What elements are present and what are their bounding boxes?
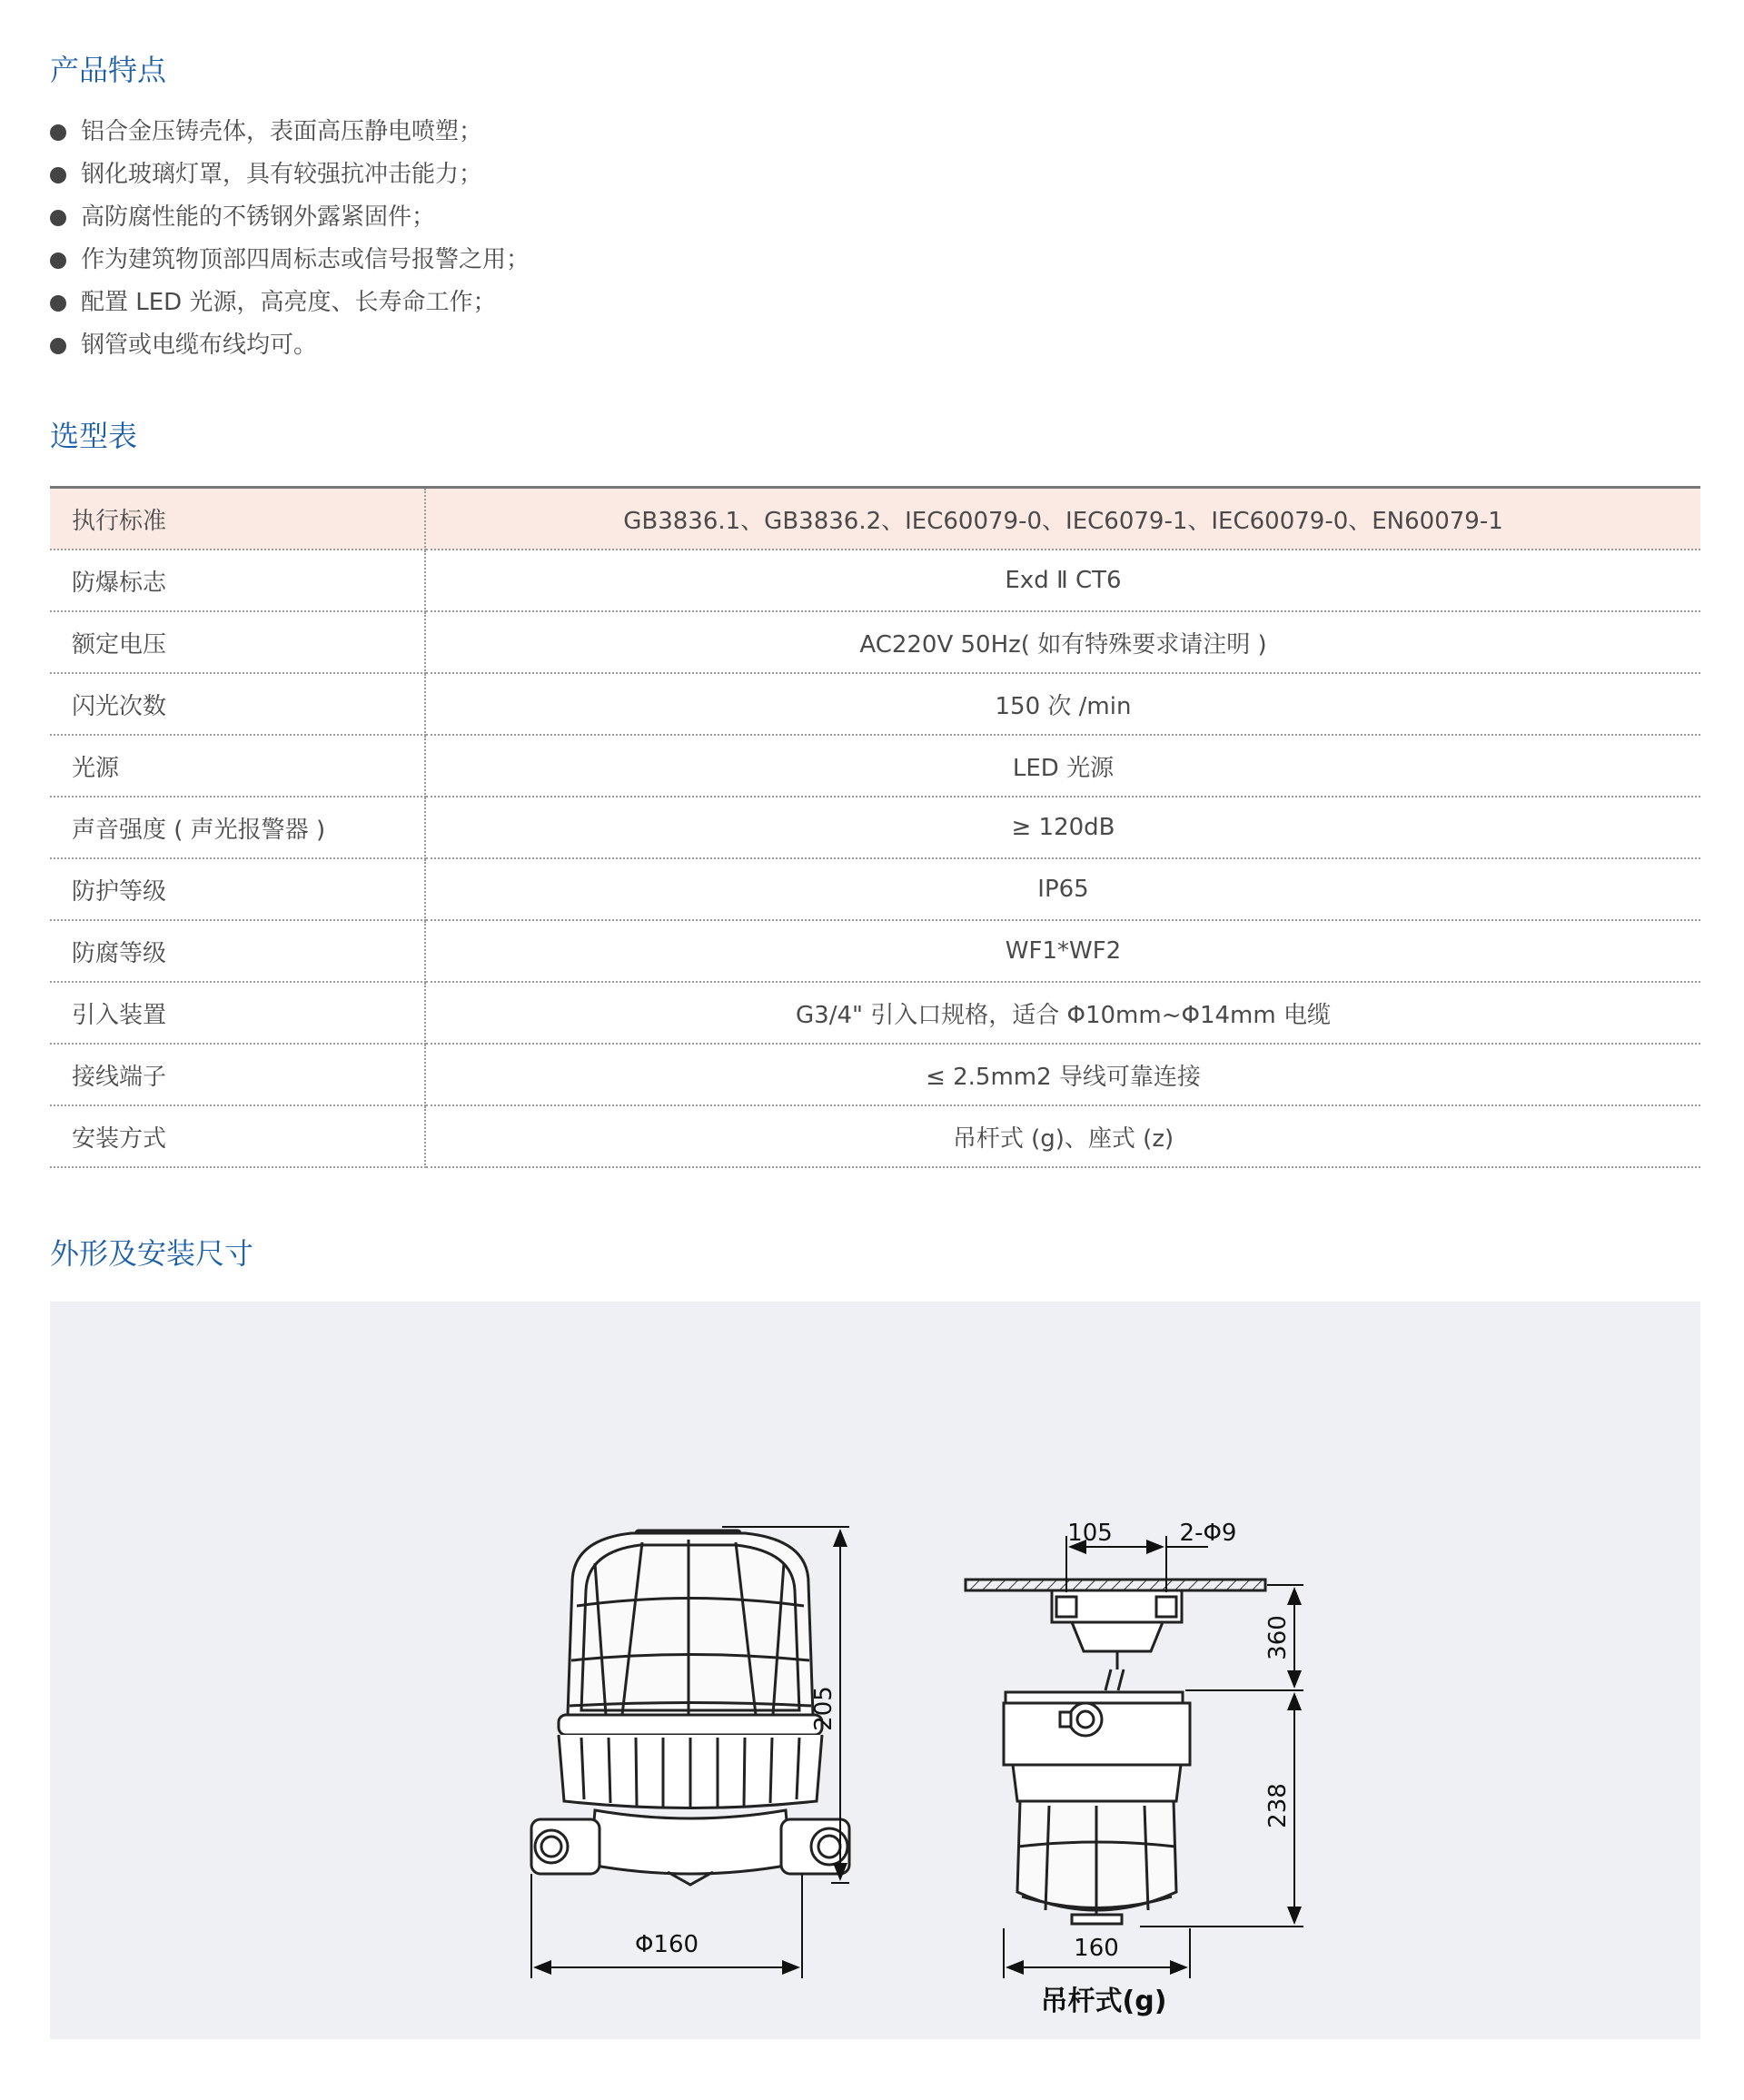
- table-row: [50, 982, 1700, 1044]
- spec-key: 光源: [50, 735, 425, 797]
- table-row: [50, 920, 1700, 982]
- bullet-icon: [50, 124, 66, 141]
- bullet-icon: [50, 210, 66, 226]
- table-row: [50, 611, 1700, 673]
- holes-label: 2-Φ9: [1179, 1520, 1237, 1547]
- table-row: [50, 1105, 1700, 1167]
- spec-value: ≤ 2.5mm2 导线可靠连接: [425, 1044, 1700, 1105]
- feature-text: 钢化玻璃灯罩，具有较强抗冲击能力；: [81, 161, 483, 188]
- spec-value: G3/4" 引入口规格，适合 Φ10mm~Φ14mm 电缆: [425, 982, 1700, 1044]
- list-item: [50, 111, 530, 154]
- spec-key: 接线端子: [50, 1044, 425, 1105]
- features-title: 产品特点: [50, 53, 167, 87]
- table-row: [50, 488, 1700, 550]
- bullet-icon: [50, 167, 66, 183]
- feature-text: 铝合金压铸壳体，表面高压静电喷塑；: [81, 118, 483, 145]
- selection-title: 选型表: [50, 419, 138, 453]
- spec-key: 执行标准: [50, 488, 425, 550]
- table-row: [50, 550, 1700, 611]
- left-width-dimension: [531, 1874, 802, 1978]
- spec-value: GB3836.1、GB3836.2、IEC60079-0、IEC6079-1、IEC60079-0、EN60079-1: [425, 488, 1700, 550]
- spec-value: IP65: [425, 858, 1700, 920]
- spec-key: 引入装置: [50, 982, 425, 1044]
- spec-value: ≥ 120dB: [425, 797, 1700, 858]
- feature-text: 作为建筑物顶部四周标志或信号报警之用；: [81, 246, 530, 273]
- bullet-icon: [50, 253, 66, 269]
- dimensions-title: 外形及安装尺寸: [50, 1236, 254, 1271]
- right-width-label: 160: [1074, 1935, 1119, 1962]
- lamp-front-view: [531, 1530, 849, 1885]
- spec-value: 150 次 /min: [425, 673, 1700, 735]
- spec-key: 防爆标志: [50, 550, 425, 611]
- spec-key: 闪光次数: [50, 673, 425, 735]
- list-item: [50, 196, 530, 239]
- left-height-label: 205: [810, 1686, 837, 1731]
- spec-value: 吊杆式 (g)、座式 (z): [425, 1105, 1700, 1167]
- body-height-label: 238: [1264, 1783, 1292, 1828]
- table-row: [50, 858, 1700, 920]
- dimension-drawing-panel: [50, 1302, 1700, 2039]
- spec-value: LED 光源: [425, 735, 1700, 797]
- table-row: [50, 673, 1700, 735]
- spec-key: 安装方式: [50, 1105, 425, 1167]
- rod-length-label: 360: [1264, 1615, 1292, 1660]
- table-row: [50, 1044, 1700, 1105]
- table-row: [50, 797, 1700, 858]
- spec-value: Exd Ⅱ CT6: [425, 550, 1700, 611]
- feature-list: [50, 111, 530, 367]
- list-item: [50, 282, 530, 324]
- list-item: [50, 239, 530, 282]
- feature-text: 高防腐性能的不锈钢外露紧固件；: [81, 203, 436, 231]
- feature-text: 钢管或电缆布线均可。: [81, 332, 318, 359]
- left-diameter-label: Φ160: [634, 1931, 699, 1958]
- lamp-pendant-view: [966, 1580, 1265, 1924]
- spec-key: 防护等级: [50, 858, 425, 920]
- spacing-label: 105: [1067, 1520, 1113, 1547]
- bullet-icon: [50, 295, 66, 312]
- spec-value: AC220V 50Hz( 如有特殊要求请注明 ): [425, 611, 1700, 673]
- table-row: [50, 735, 1700, 797]
- spec-table: [50, 486, 1700, 1168]
- spec-value: WF1*WF2: [425, 920, 1700, 982]
- spec-key: 声音强度 ( 声光报警器 ): [50, 797, 425, 858]
- bullet-icon: [50, 338, 66, 354]
- spec-key: 额定电压: [50, 611, 425, 673]
- list-item: [50, 154, 530, 196]
- feature-text: 配置 LED 光源，高亮度、长寿命工作；: [81, 289, 497, 316]
- pendant-caption: 吊杆式(g): [1040, 1986, 1167, 2017]
- dimension-drawing: [50, 1302, 1700, 2039]
- spec-key: 防腐等级: [50, 920, 425, 982]
- list-item: [50, 324, 530, 367]
